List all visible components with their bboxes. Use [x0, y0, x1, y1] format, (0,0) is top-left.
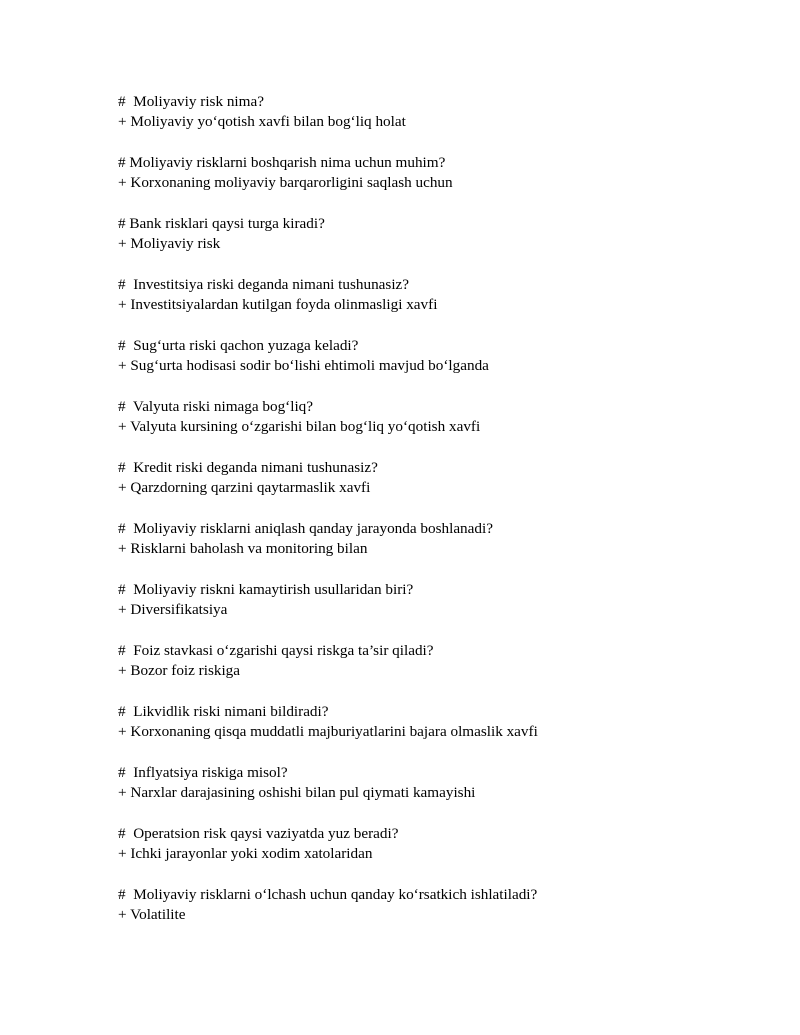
- qa-item: [118, 824, 758, 863]
- question-text: # Moliyaviy riskni kamaytirish usullaridan biri?: [118, 581, 414, 598]
- question-text: # Bank risklari qaysi turga kiradi?: [118, 215, 325, 232]
- qa-item: [118, 580, 758, 619]
- question-text: # Moliyaviy risklarni aniqlash qanday jarayonda boshlanadi?: [118, 520, 493, 537]
- document-page: [118, 92, 758, 946]
- answer-text: + Sug‘urta hodisasi sodir bo‘lishi ehtimoli mavjud bo‘lganda: [118, 356, 489, 374]
- answer-text: + Narxlar darajasining oshishi bilan pul qiymati kamayishi: [118, 783, 476, 801]
- answer-text: + Risklarni baholash va monitoring bilan: [118, 539, 368, 557]
- qa-item: [118, 885, 758, 924]
- answer-text: + Ichki jarayonlar yoki xodim xatolaridan: [118, 844, 373, 862]
- answer-text: + Korxonaning qisqa muddatli majburiyatlarini bajara olmaslik xavfi: [118, 722, 538, 740]
- qa-item: [118, 153, 758, 192]
- question-text: # Investitsiya riski deganda nimani tushunasiz?: [118, 276, 410, 293]
- qa-item: [118, 458, 758, 497]
- qa-item: [118, 641, 758, 680]
- question-text: # Likvidlik riski nimani bildiradi?: [118, 703, 329, 720]
- answer-text: + Diversifikatsiya: [118, 600, 228, 618]
- answer-text: + Valyuta kursining o‘zgarishi bilan bog‘liq yo‘qotish xavfi: [118, 417, 481, 435]
- qa-item: [118, 397, 758, 436]
- question-text: # Operatsion risk qaysi vaziyatda yuz beradi?: [118, 825, 399, 842]
- answer-text: + Investitsiyalardan kutilgan foyda olinmasligi xavfi: [118, 295, 438, 313]
- answer-text: + Korxonaning moliyaviy barqarorligini saqlash uchun: [118, 173, 453, 191]
- question-text: # Inflyatsiya riskiga misol?: [118, 764, 288, 781]
- question-text: # Moliyaviy risk nima?: [118, 93, 264, 110]
- qa-item: [118, 92, 758, 131]
- qa-item: [118, 702, 758, 741]
- qa-item: [118, 336, 758, 375]
- qa-item: [118, 519, 758, 558]
- question-text: # Kredit riski deganda nimani tushunasiz?: [118, 459, 378, 476]
- answer-text: + Volatilite: [118, 905, 186, 923]
- question-text: # Foiz stavkasi o‘zgarishi qaysi riskga ta’sir qiladi?: [118, 642, 434, 659]
- qa-item: [118, 275, 758, 314]
- question-text: # Valyuta riski nimaga bog‘liq?: [118, 398, 314, 415]
- question-text: # Moliyaviy risklarni o‘lchash uchun qanday ko‘rsatkich ishlatiladi?: [118, 886, 538, 903]
- answer-text: + Bozor foiz riskiga: [118, 661, 241, 679]
- question-text: # Moliyaviy risklarni boshqarish nima uchun muhim?: [118, 154, 446, 171]
- qa-item: [118, 214, 758, 253]
- answer-text: + Qarzdorning qarzini qaytarmaslik xavfi: [118, 478, 371, 496]
- answer-text: + Moliyaviy yo‘qotish xavfi bilan bog‘liq holat: [118, 112, 406, 130]
- question-text: # Sug‘urta riski qachon yuzaga keladi?: [118, 337, 359, 354]
- qa-item: [118, 763, 758, 802]
- answer-text: + Moliyaviy risk: [118, 234, 221, 252]
